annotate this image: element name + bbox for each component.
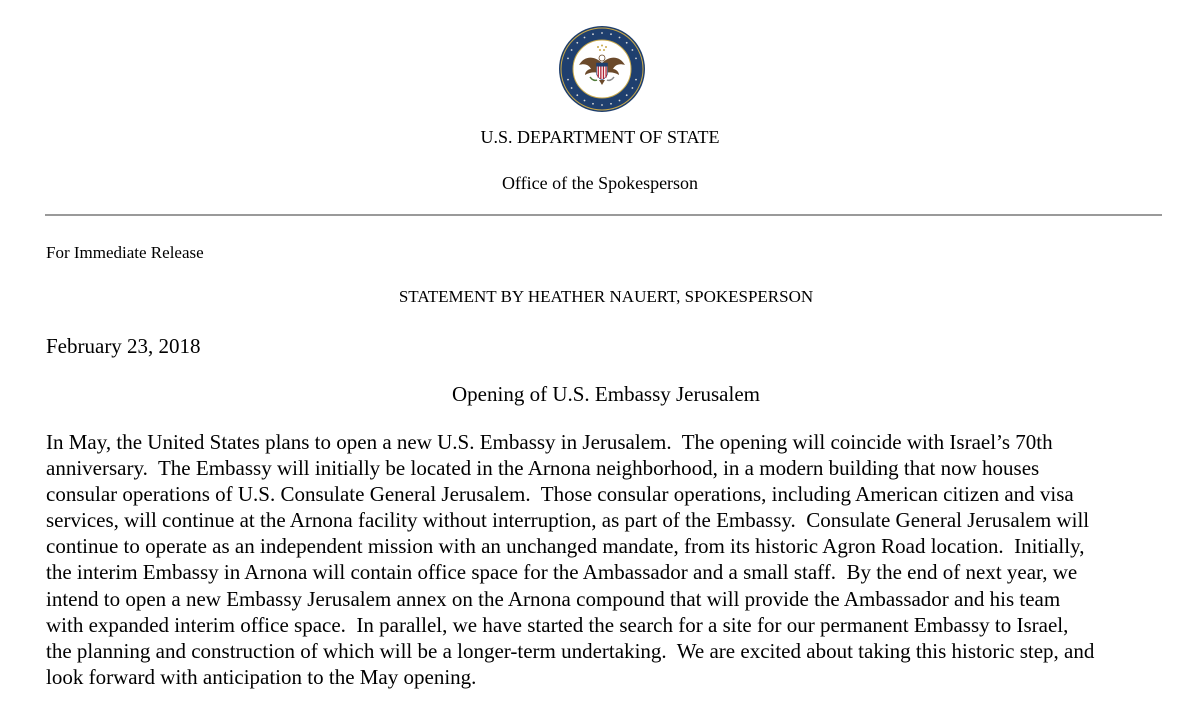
- statement-byline: STATEMENT BY HEATHER NAUERT, SPOKESPERSON: [398, 287, 814, 306]
- body-line: look forward with anticipation to the May opening.: [46, 664, 477, 689]
- department-title: U.S. DEPARTMENT OF STATE: [480, 127, 720, 147]
- body-line: the planning and construction of which will be a longer-term undertaking. We are excited about taking this historic step, and: [46, 638, 1095, 663]
- body-line: intend to open a new Embassy Jerusalem annex on the Arnona compound that will provide the Ambassador and his team: [46, 586, 1061, 611]
- body-line: with expanded interim office space. In parallel, we have started the search for a site for our permanent Embassy to Israel,: [46, 612, 1069, 637]
- body-line: consular operations of U.S. Consulate General Jerusalem. Those consular operations, including American citizen and visa: [46, 482, 1074, 507]
- body-line: the interim Embassy in Arnona will contain office space for the Ambassador and a small staff. By the end of next year, we: [46, 560, 1078, 585]
- department-seal: [558, 25, 646, 113]
- header-divider: [45, 214, 1162, 216]
- body-line: continue to operate as an independent mission with an unchanged mandate, from its historic Agron Road location. Initially,: [46, 534, 1085, 559]
- article-body: [46, 429, 1196, 690]
- release-label: For Immediate Release: [46, 243, 204, 262]
- body-line: In May, the United States plans to open a new U.S. Embassy in Jerusalem. The opening will coincide with Israel’s 70th: [46, 430, 1053, 454]
- body-line: services, will continue at the Arnona facility without interruption, as part of the Embassy. Consulate General Jerusalem will: [46, 508, 1090, 533]
- release-date: February 23, 2018: [46, 334, 201, 358]
- article-title: Opening of U.S. Embassy Jerusalem: [452, 382, 760, 406]
- office-name: Office of the Spokesperson: [501, 173, 699, 193]
- seal-icon: [558, 25, 646, 113]
- body-line: anniversary. The Embassy will initially be located in the Arnona neighborhood, in a modern building that now houses: [46, 456, 1040, 481]
